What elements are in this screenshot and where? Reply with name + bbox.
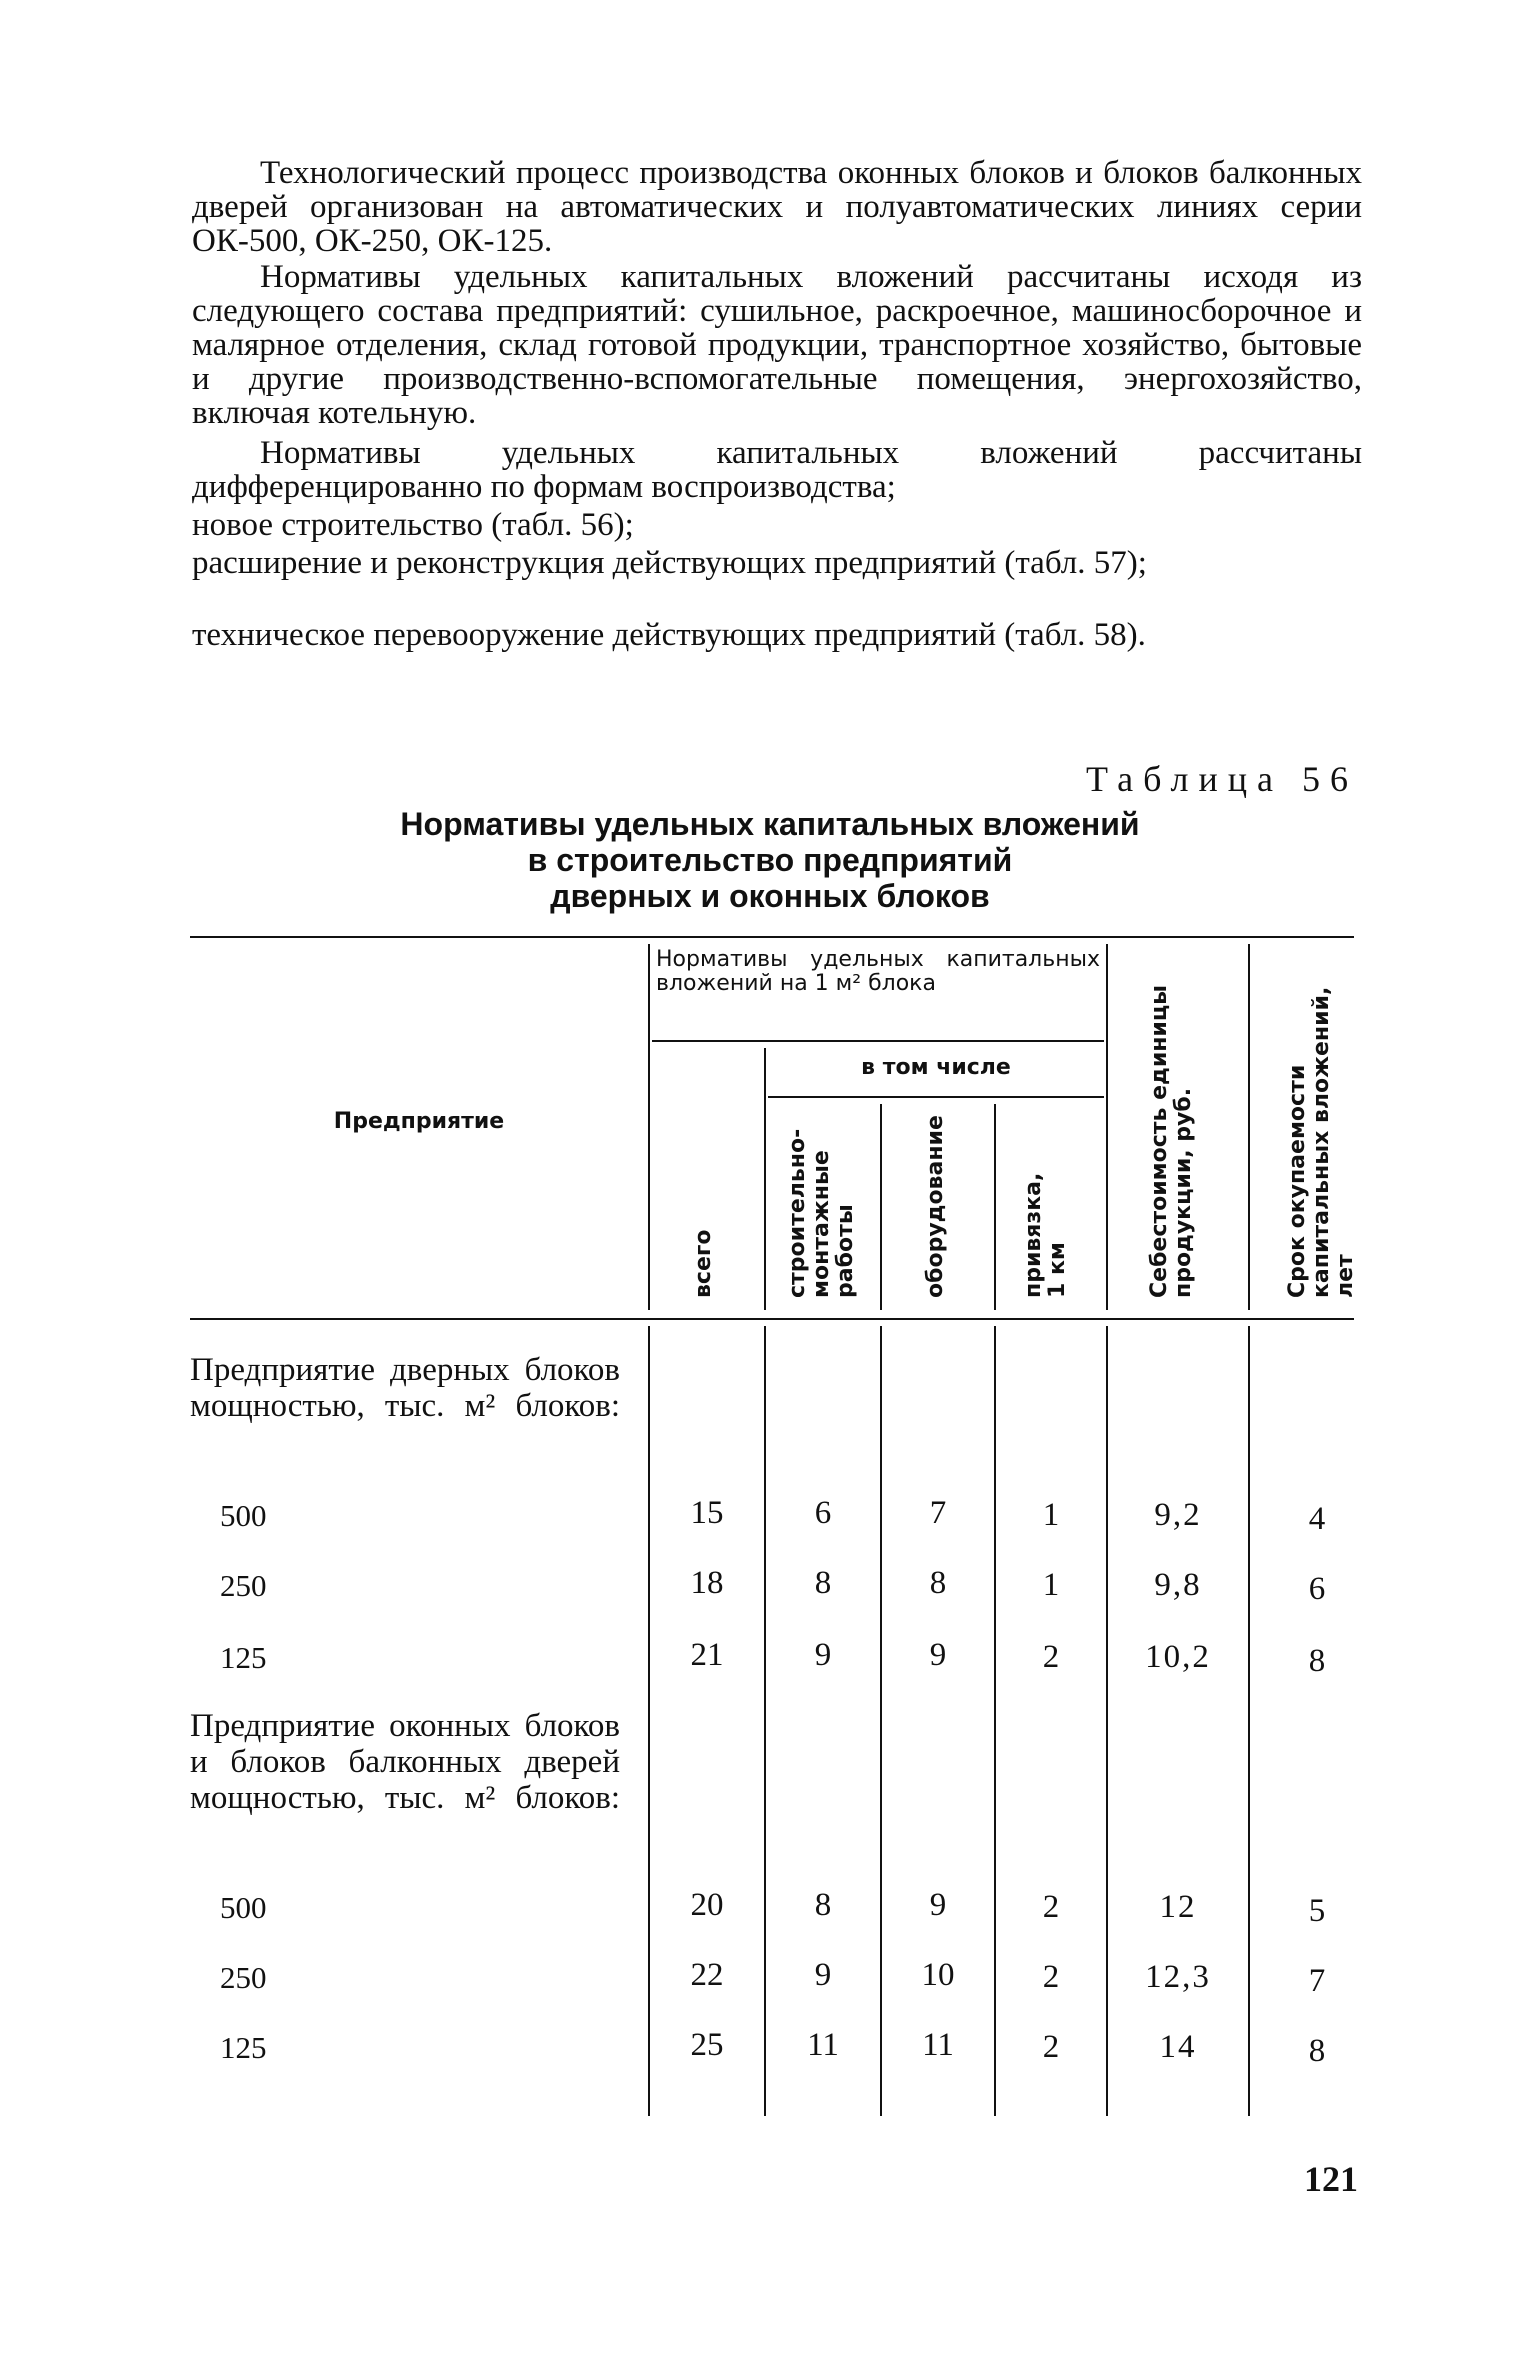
- construction-cell: 8: [814, 1565, 832, 1601]
- cost-cell: 9,8: [1154, 1567, 1202, 1603]
- table-title: [300, 806, 1240, 914]
- header-binding: привязка, 1 км: [1021, 1172, 1070, 1298]
- capacity-cell: 250: [220, 1960, 267, 1995]
- capacity-cell: 125: [220, 1640, 267, 1675]
- payback-cell: 7: [1308, 1963, 1326, 1999]
- payback-cell: 8: [1308, 1643, 1326, 1679]
- capacity-cell: 500: [220, 1890, 267, 1925]
- col-divider-4: [994, 1104, 996, 1310]
- total-cell: 22: [690, 1957, 724, 1993]
- header-equipment: оборудование: [923, 1115, 948, 1298]
- total-cell: 25: [690, 2027, 724, 2063]
- cost-cell: 10,2: [1145, 1639, 1211, 1675]
- header-cost: Себестоимость единицы продукции, руб.: [1147, 984, 1196, 1298]
- list-item-reequipment: техническое перевооружение действующих предприятий (табл. 58).: [192, 617, 1146, 653]
- table-title-line-3: дверных и оконных блоков: [550, 878, 990, 914]
- payback-cell: 5: [1308, 1893, 1326, 1929]
- equipment-cell: 7: [929, 1495, 947, 1531]
- table-title-line-1: Нормативы удельных капитальных вложений: [400, 806, 1140, 842]
- norms-sub-rule: [652, 1040, 1104, 1042]
- equipment-cell: 9: [929, 1887, 947, 1923]
- group-window-blocks-label: Предприятие оконных блоков и блоков балконных дверей мощностью, тыс. м² блоков:: [190, 1708, 620, 1816]
- col-divider-5: [1106, 944, 1108, 1310]
- header-payback: Срок окупаемости капитальных вложений, лет: [1285, 986, 1358, 1298]
- payback-cell: 6: [1308, 1571, 1326, 1607]
- header-enterprise: Предприятие: [333, 1109, 505, 1134]
- col-divider-2: [764, 1048, 766, 1310]
- list-item-expansion: расширение и реконструкция действующих предприятий (табл. 57);: [192, 545, 1147, 581]
- equipment-cell: 8: [929, 1565, 947, 1601]
- paragraph-1: Технологический процесс производства оконных блоков и блоков балконных дверей организован на автоматических и полуавтоматических линиях серии ОК-500, ОК-250, ОК-125.: [192, 155, 1362, 259]
- equipment-cell: 11: [922, 2027, 954, 2063]
- binding-cell: 2: [1042, 2029, 1060, 2065]
- binding-cell: 2: [1042, 1889, 1060, 1925]
- cost-cell: 14: [1159, 2029, 1197, 2065]
- body-divider-1: [648, 1326, 650, 2116]
- header-total: всего: [691, 1229, 716, 1298]
- equipment-cell: 10: [921, 1957, 955, 1993]
- header-construction: строительно-монтажные работы: [785, 1128, 858, 1298]
- page-number: 121: [1304, 2159, 1358, 2199]
- paragraph-2: Нормативы удельных капитальных вложений рассчитаны исходя из следующего состава предприятий: сушильное, раскроечное, машиносборочное и малярное отделения, склад готовой продукции, транспортное хозяйство, бытовые и другие производственно-вспомогательные помещения, энергохозяйство, включая котельную.: [192, 259, 1362, 431]
- total-cell: 21: [690, 1637, 724, 1673]
- col-divider-3: [880, 1104, 882, 1310]
- capacity-cell: 125: [220, 2030, 267, 2065]
- cost-cell: 12,3: [1145, 1959, 1211, 1995]
- construction-cell: 9: [814, 1637, 832, 1673]
- construction-cell: 11: [807, 2027, 839, 2063]
- capacity-cell: 250: [220, 1568, 267, 1603]
- binding-cell: 2: [1042, 1639, 1060, 1675]
- body-divider-5: [1106, 1326, 1108, 2116]
- payback-cell: 8: [1308, 2033, 1326, 2069]
- header-including: в том числе: [861, 1055, 1011, 1080]
- paragraph-3: Нормативы удельных капитальных вложений рассчитаны дифференцированно по формам воспроизводства;: [192, 435, 1362, 505]
- including-sub-rule: [768, 1096, 1104, 1098]
- body-divider-2: [764, 1326, 766, 2116]
- cost-cell: 9,2: [1154, 1497, 1202, 1533]
- table-title-line-2: в строительство предприятий: [527, 842, 1013, 878]
- cost-cell: 12: [1159, 1889, 1197, 1925]
- construction-cell: 8: [814, 1887, 832, 1923]
- equipment-cell: 9: [929, 1637, 947, 1673]
- binding-cell: 1: [1042, 1497, 1060, 1533]
- binding-cell: 2: [1042, 1959, 1060, 1995]
- table-number-label: Таблица 56: [1086, 759, 1358, 799]
- payback-cell: 4: [1308, 1501, 1326, 1537]
- construction-cell: 6: [814, 1495, 832, 1531]
- binding-cell: 1: [1042, 1567, 1060, 1603]
- list-item-new-construction: новое строительство (табл. 56);: [192, 507, 634, 543]
- group-door-blocks-label: Предприятие дверных блоков мощностью, тыс. м² блоков:: [190, 1352, 620, 1424]
- construction-cell: 9: [814, 1957, 832, 1993]
- total-cell: 20: [690, 1887, 724, 1923]
- capacity-cell: 500: [220, 1498, 267, 1533]
- table-top-rule: [190, 936, 1354, 938]
- body-divider-3: [880, 1326, 882, 2116]
- body-divider-4: [994, 1326, 996, 2116]
- table-header-rule: [190, 1318, 1354, 1320]
- total-cell: 18: [690, 1565, 724, 1601]
- col-divider-1: [648, 944, 650, 1310]
- col-divider-6: [1248, 944, 1250, 1310]
- total-cell: 15: [690, 1495, 724, 1531]
- header-norms: Нормативы удельных капитальных вложений на 1 м² блока: [656, 947, 1100, 996]
